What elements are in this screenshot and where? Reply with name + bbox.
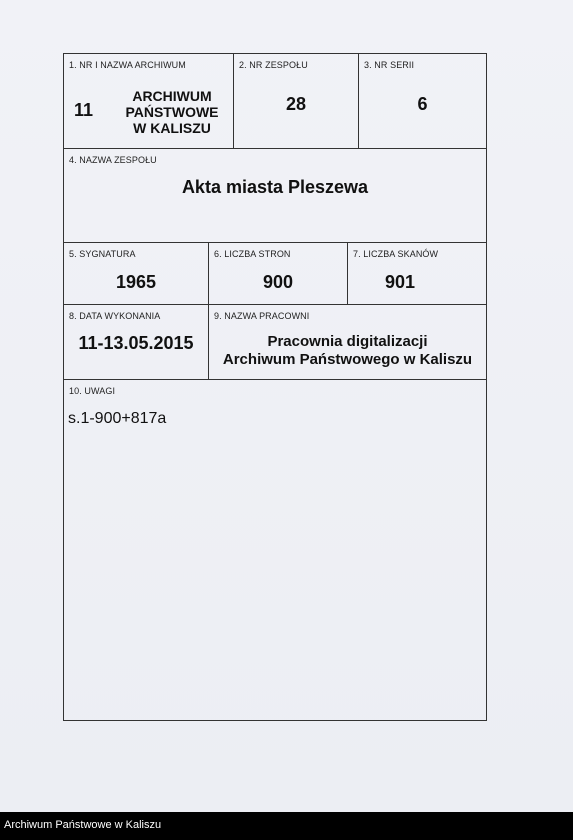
series-number-label: 3. NR SERII (364, 60, 415, 70)
signature-label: 5. SYGNATURA (69, 249, 136, 259)
workshop-label: 9. NAZWA PRACOWNI (214, 311, 310, 321)
fonds-name-label: 4. NAZWA ZESPOŁU (69, 155, 157, 165)
fonds-number-cell (234, 54, 358, 148)
archive-name-line3: W KALISZU (133, 120, 211, 136)
archive-name-line1: ARCHIWUM (132, 88, 212, 104)
page-count-label: 6. LICZBA STRON (214, 249, 291, 259)
scan-count-cell (348, 243, 486, 304)
workshop-cell (209, 305, 486, 379)
notes-label: 10. UWAGI (69, 386, 116, 396)
archive-name-line2: PAŃSTWOWE (125, 104, 219, 120)
workshop-line1: Pracownia digitalizacji (267, 333, 428, 350)
signature-cell (64, 243, 208, 304)
footer-bar (0, 812, 573, 840)
notes-value: s.1-900+817a (68, 410, 167, 427)
page-count-value: 900 (262, 272, 294, 292)
page-count-cell (209, 243, 347, 304)
date-value: 11-13.05.2015 (78, 333, 194, 353)
scan-count-value: 901 (384, 272, 416, 292)
series-number-value: 6 (417, 94, 428, 114)
archive-label: 1. NR I NAZWA ARCHIWUM (69, 60, 186, 70)
metadata-card (63, 53, 487, 721)
fonds-number-label: 2. NR ZESPOŁU (239, 60, 308, 70)
workshop-line2: Archiwum Państwowego w Kaliszu (222, 351, 473, 368)
fonds-name-cell (64, 149, 486, 242)
signature-value: 1965 (115, 272, 157, 292)
footer-text: Archiwum Państwowe w Kaliszu (4, 819, 162, 831)
series-number-cell (359, 54, 486, 148)
archive-name (116, 88, 228, 136)
scan-count-label: 7. LICZBA SKANÓW (353, 249, 439, 259)
fonds-name-value: Akta miasta Pleszewa (181, 177, 369, 197)
archive-number: 11 (74, 100, 94, 120)
notes-cell (64, 380, 486, 720)
date-cell (64, 305, 208, 379)
archive-cell (64, 54, 233, 148)
fonds-number-value: 28 (285, 94, 307, 114)
date-label: 8. DATA WYKONANIA (69, 311, 161, 321)
